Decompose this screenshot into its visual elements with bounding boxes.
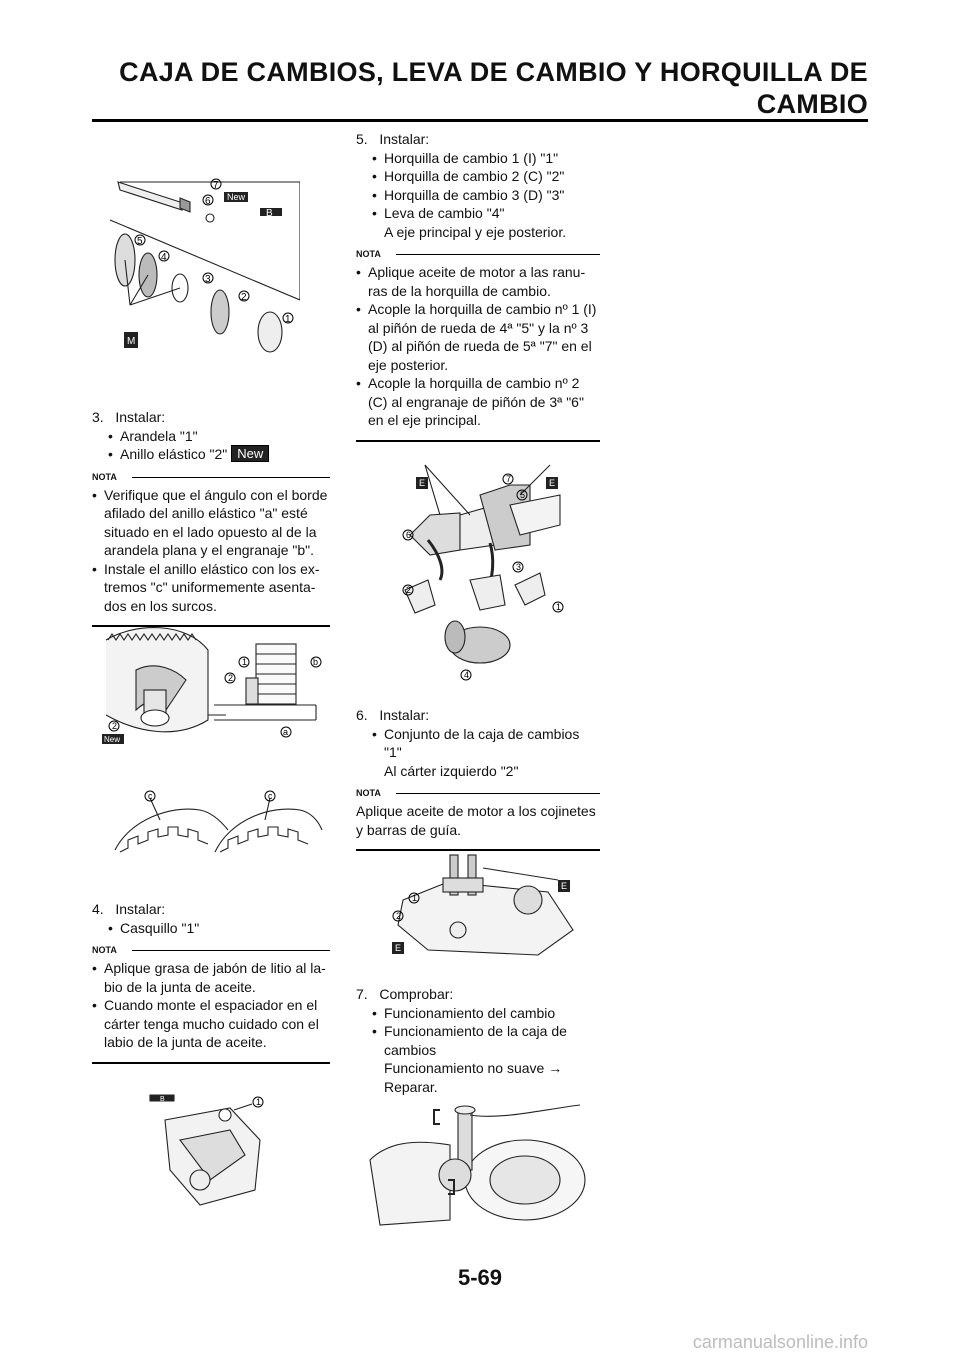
nota-5-item-2: • Acople la horquilla de cambio nº 1 (I) al piñón de rueda de 4ª "5" y la nº 3 (D) al piñón de rueda de 5ª "7" en el eje posterior. <box>356 300 600 374</box>
fig6-label-2: 2 <box>396 911 402 921</box>
nota-4-item-2: • Cuando monte el espaciador en el cárter tenga mucho cuidado con el labio de la junta de aceite. <box>92 996 330 1052</box>
nota-5-item-3: • Acople la horquilla de cambio nº 2 (C) al engranaje de piñón de 3ª "6" en el eje principal. <box>356 374 600 430</box>
step-4: 4. Instalar: • Casquillo "1" NOTA • Aplique grasa de jabón de litio al la-bio de la junta de aceite. • Cuando monte el espaciador en el cárter tenga mucho cuidado con el labio de la junta de aceite. <box>92 900 330 1064</box>
figure-main-shaft-exploded <box>100 160 300 360</box>
fig1-label-7: 7 <box>213 180 219 191</box>
nota-4-item-1: • Aplique grasa de jabón de litio al la-bio de la junta de aceite. <box>92 959 330 996</box>
nota-header: NOTA <box>356 788 600 802</box>
step-5-item-1: • Horquilla de cambio 1 (I) "1" <box>356 149 600 168</box>
step-3-item-2: • Anillo elástico "2" New <box>92 445 330 464</box>
page-title-line2: CAMBIO <box>756 89 868 119</box>
fig1-label-m: M <box>127 336 136 347</box>
step-7-item-1: • Funcionamiento del cambio <box>356 1004 600 1023</box>
fig6-label-1: 1 <box>412 893 418 903</box>
fig5-label-7: 7 <box>506 474 512 484</box>
step-7-continuation-2: Reparar. <box>384 1078 438 1095</box>
fig2-label-b: b <box>313 657 319 667</box>
step-7-continuation-1: Funcionamiento no suave → <box>384 1060 563 1076</box>
figure-circlip-install <box>96 620 326 750</box>
step-5-item-3: • Horquilla de cambio 3 (D) "3" <box>356 186 600 205</box>
step-6: 6. Instalar: • Conjunto de la caja de cambios "1" Al cárter izquierdo "2" NOTA Aplique aceite de motor a los cojinetes y barras de guía. <box>356 706 600 851</box>
step-7: 7. Comprobar: • Funcionamiento del cambio • Funcionamiento de la caja de cambios Funcionamiento no suave → Reparar. <box>356 985 600 1096</box>
fig5-label-e2: E <box>549 478 556 488</box>
step-6-item-1: • Conjunto de la caja de cambios "1" <box>356 725 600 762</box>
nota-6-text: Aplique aceite de motor a los cojinetes y barras de guía. <box>356 803 596 838</box>
figure-shift-forks-cam <box>400 455 570 685</box>
step-5-item-2: • Horquilla de cambio 2 (C) "2" <box>356 167 600 186</box>
new-badge: New <box>231 445 269 462</box>
fig2-label-a: a <box>283 727 289 737</box>
nota-header: NOTA <box>92 472 330 486</box>
header-rule <box>92 119 868 122</box>
fig1-new-badge: New <box>227 192 246 202</box>
fig1-label-3: 3 <box>205 274 211 285</box>
fig5-label-e1: E <box>419 478 426 488</box>
step-3-item-1: • Arandela "1" <box>92 427 330 446</box>
fig2-label-2a: 2 <box>228 673 234 683</box>
fig4-label-1: 1 <box>256 1097 262 1107</box>
fig1-label-1: 1 <box>285 314 291 325</box>
nota-header: NOTA <box>356 249 600 263</box>
fig2-new-badge: New <box>104 735 121 744</box>
fig5-label-2: 2 <box>406 585 412 595</box>
step-5-item-4: • Leva de cambio "4" <box>356 204 600 223</box>
fig5-label-4: 4 <box>464 670 470 680</box>
watermark: carmanualsonline.info <box>692 1332 868 1352</box>
step-5: 5. Instalar: • Horquilla de cambio 1 (I) "1" • Horquilla de cambio 2 (C) "2" • Horquilla de cambio 3 (D) "3" • Leva de cambio "4" A eje principal y eje posterior. NOTA • Aplique aceite de motor a las ranu-ras de la horquilla de cambio. • Acople la horquilla de cambio nº 1 (I) al piñón de rueda de 4ª "5" y la nº 3 (D) al piñón de rueda de 5ª "7" en el eje posterior. • Acople la horquilla de cambio nº 2 (C) al engranaje de piñón de 3ª "6" en el eje principal. <box>356 130 600 442</box>
figure-collar-crankcase <box>140 1080 280 1210</box>
fig5-label-1: 1 <box>556 602 562 612</box>
fig1-label-2: 2 <box>241 292 247 303</box>
fig1-label-5: 5 <box>137 236 143 247</box>
nota-5-item-1: • Aplique aceite de motor a las ranu-ras de la horquilla de cambio. <box>356 263 600 300</box>
fig5-label-6: 6 <box>406 530 412 540</box>
fig1-label-b: B <box>266 208 273 219</box>
fig6-label-e2: E <box>395 943 402 953</box>
fig1-label-6: 6 <box>205 196 211 207</box>
step-6-continuation: Al cárter izquierdo "2" <box>384 762 519 779</box>
fig3-label-c2: c <box>268 791 273 801</box>
step-5-continuation: A eje principal y eje posterior. <box>384 223 567 240</box>
fig2-label-1: 1 <box>242 657 248 667</box>
nota-3-item-2: • Instale el anillo elástico con los ex-tremos "c" uniformemente asenta-dos en los surcos. <box>92 560 330 616</box>
page-number: 5-69 <box>457 1265 503 1290</box>
nota-end-rule <box>356 440 600 442</box>
fig6-label-e1: E <box>561 881 568 891</box>
fig4-label-b: B <box>160 1096 165 1103</box>
nota-header: NOTA <box>92 945 330 959</box>
fig5-label-3: 3 <box>516 562 522 572</box>
step-4-item-1: • Casquillo "1" <box>92 919 330 938</box>
figure-circlip-grooves <box>110 790 325 860</box>
nota-end-rule <box>92 1062 330 1064</box>
nota-3-item-1: • Verifique que el ángulo con el borde afilado del anillo elástico "a" esté situado en el lado opuesto al de la arandela plana y el engranaje "b". <box>92 486 330 560</box>
fig2-label-2b: 2 <box>112 721 118 731</box>
figure-check-operation <box>360 1100 595 1230</box>
fig3-label-c1: c <box>148 791 153 801</box>
fig1-label-4: 4 <box>161 252 167 263</box>
step-7-item-2: • Funcionamiento de la caja de cambios <box>356 1022 600 1059</box>
fig5-label-5: 5 <box>520 490 526 500</box>
step-3: 3. Instalar: • Arandela "1" • Anillo elástico "2" New NOTA • Verifique que el ángulo con el borde afilado del anillo elástico "a" esté situado en el lado opuesto al de la arandela plana y el engranaje "b". • Instale el anillo elástico con los ex-tremos "c" uniformemente asenta-dos en los surcos. <box>92 408 330 627</box>
page-title-line1: CAJA DE CAMBIOS, LEVA DE CAMBIO Y HORQUILLA DE <box>119 57 868 87</box>
figure-transmission-crankcase <box>388 850 583 960</box>
